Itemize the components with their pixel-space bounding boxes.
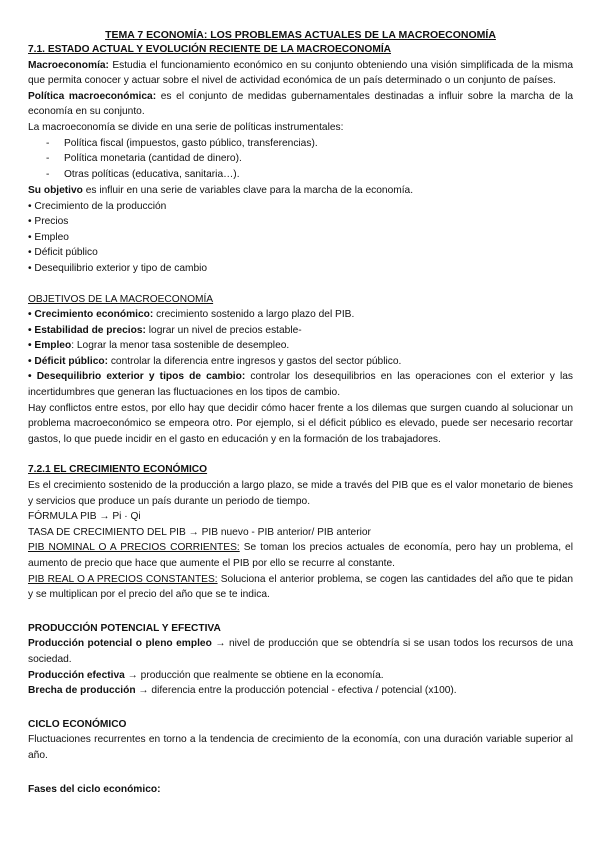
term: PIB NOMINAL O A PRECIOS CORRIENTES:	[28, 542, 240, 554]
definition: controlar la diferencia entre ingresos y gastos del sector público.	[107, 355, 402, 367]
ciclo-definition: Fluctuaciones recurrentes en torno a la tendencia de crecimiento de la economía, con una duración variable superior al año.	[28, 734, 573, 761]
list-item	[28, 323, 573, 339]
term: • Empleo	[28, 340, 72, 352]
list-item	[28, 354, 573, 370]
list-item	[28, 369, 573, 400]
section-heading-7-1: 7.1. ESTADO ACTUAL Y EVOLUCIÓN RECIENTE DE LA MACROECONOMÍA	[28, 44, 392, 55]
list-item: • Crecimiento de la producción	[28, 200, 167, 212]
list-item: - Política fiscal (impuestos, gasto público, transferencias).	[46, 136, 573, 152]
definition: → diferencia entre la producción potencial - efectiva / potencial (x100).	[135, 685, 457, 697]
objetivos-heading: OBJETIVOS DE LA MACROECONOMÍA	[28, 293, 214, 305]
produccion-efectiva-paragraph	[28, 668, 573, 684]
term: • Estabilidad de precios:	[28, 324, 146, 336]
pib-nominal-paragraph	[28, 540, 573, 571]
definition: crecimiento sostenido a largo plazo del PIB.	[153, 309, 355, 321]
definition: es el conjunto de medidas gubernamentales destinadas a influir sobre la marcha de la economía en su conjunto.	[28, 90, 573, 118]
objetivo-paragraph	[28, 183, 573, 199]
list-item: • Precios	[28, 216, 69, 228]
pib-real-paragraph	[28, 572, 573, 603]
crecimiento-intro: Es el crecimiento sostenido de la producción a largo plazo, se mide a través del PIB que es el valor monetario de bienes y servicios que produce un país durante un periodo de tiempo.	[28, 480, 573, 507]
list-item: • Empleo	[28, 231, 69, 243]
list-item: - Otras políticas (educativa, sanitaria…).	[46, 167, 573, 183]
definition: es influir en una serie de variables clave para la marcha de la economía.	[82, 184, 414, 196]
term: • Crecimiento económico:	[28, 309, 154, 321]
definition: : Lograr la menor tasa sostenible de desempleo.	[71, 340, 290, 352]
document-page	[28, 28, 573, 797]
section-heading-7-2-1: 7.2.1 EL CRECIMIENTO ECONÓMICO	[28, 464, 208, 476]
list-item: • Desequilibrio exterior y tipo de cambio	[28, 262, 208, 274]
term: Su objetivo	[28, 184, 83, 196]
list-item: • Déficit público	[28, 247, 98, 259]
produccion-potencial-paragraph	[28, 636, 573, 667]
definition: Se toman los precios actuales de economía, pero hay un problema, el aumento de precio que hace que aumente el PIB por ello se recurre al constante.	[28, 542, 573, 570]
formula-pib: FÓRMULA PIB → Pi · Qi	[28, 511, 141, 523]
term: Brecha de producción	[28, 685, 136, 697]
term: Producción potencial o pleno empleo	[28, 638, 212, 650]
produccion-heading: PRODUCCIÓN POTENCIAL Y EFECTIVA	[28, 622, 221, 634]
conflicts-paragraph: Hay conflictos entre estos, por ello hay que decidir cómo hacer frente a los dilemas que surgen cuando al solucionar un problema macroeconómico se empeora otro. Por ejemplo, si el déficit público es elevado, puede ser necesario recortar gastos, lo que puede incidir en el gasto en educación y en la formación de los trabajadores.	[28, 402, 573, 445]
term: Política macroeconómica:	[28, 90, 157, 102]
page-title: TEMA 7 ECONOMÍA: LOS PROBLEMAS ACTUALES DE LA MACROECONOMÍA	[105, 29, 496, 41]
term: • Déficit público:	[28, 355, 108, 367]
term: • Desequilibrio exterior y tipos de cambio:	[28, 371, 246, 383]
list-item	[28, 338, 573, 354]
definition: lograr un nivel de precios estable-	[145, 324, 302, 336]
definition: controlar los desequilibrios en las operaciones con el exterior y las incertidumbres que generan las fluctuaciones en los tipos de cambio.	[28, 371, 574, 399]
list-item: - Política monetaria (cantidad de dinero).	[46, 151, 573, 167]
definition: Soluciona el anterior problema, se cogen las cantidades del año que te pidan y se multiplican por el precio del año que se te indica.	[28, 573, 573, 601]
list-item	[28, 307, 573, 323]
politicas-list	[28, 136, 573, 183]
fases-heading: Fases del ciclo económico:	[28, 783, 161, 795]
brecha-produccion-paragraph	[28, 683, 573, 699]
tasa-crecimiento: TASA DE CRECIMIENTO DEL PIB → PIB nuevo - PIB anterior/ PIB anterior	[28, 526, 371, 538]
macroeconomia-paragraph	[28, 58, 573, 89]
definition: → nivel de producción que se obtendría si se usan todos los recursos de una sociedad.	[28, 638, 573, 665]
politica-macroeconomica-paragraph	[28, 89, 573, 120]
term: PIB REAL O A PRECIOS CONSTANTES:	[28, 573, 218, 585]
term: Macroeconomía:	[28, 59, 109, 71]
term: Producción efectiva	[28, 669, 125, 681]
definition: Estudia el funcionamiento económico en su conjunto obteniendo una visión simplificada de la misma que permita conocer y actuar sobre el nivel de actividad económica de un país determinado o un conjunto de países.	[28, 59, 573, 87]
definition: → producción que realmente se obtiene en la economía.	[124, 669, 384, 681]
ciclo-heading: CICLO ECONÓMICO	[28, 718, 127, 730]
divide-paragraph: La macroeconomía se divide en una serie de políticas instrumentales:	[28, 121, 344, 133]
